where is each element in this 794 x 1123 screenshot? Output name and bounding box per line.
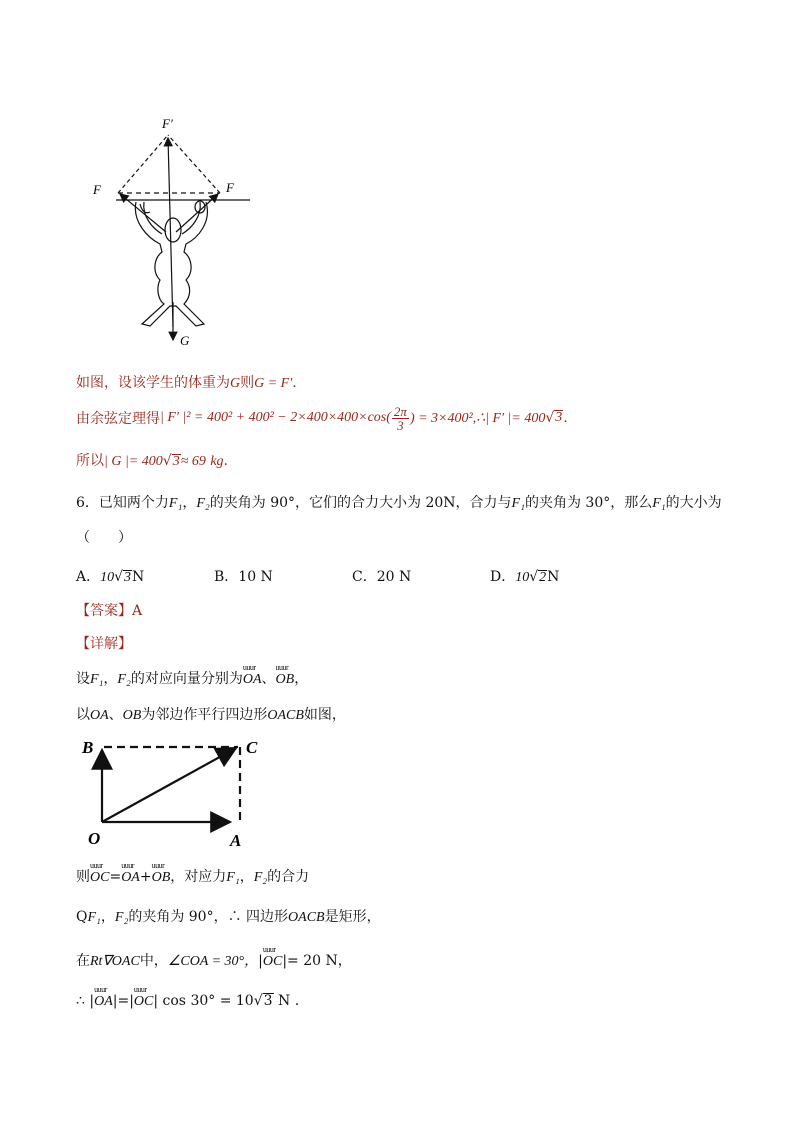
detail-line-5 [76, 950, 352, 970]
text: ， [100, 909, 115, 925]
text: . [292, 375, 297, 391]
detail-label: 【详解】 [76, 636, 132, 652]
text: ， [103, 671, 118, 687]
option-value: 10 [100, 570, 115, 585]
question-6-stem [76, 492, 722, 512]
text: | [258, 953, 263, 969]
math-f1: F₁ [652, 496, 666, 511]
text: N . [273, 993, 300, 1009]
math-g: | G |= 400 [104, 454, 163, 469]
solution-line-2: 由余弦定理得 | F′ |² = 400² + 400² − 2×400×400×cos( $\frac{2\pi}{3}$ ) = 3×400²,∴| F′ |= 400 √ 3 . [76, 403, 568, 433]
text: . [563, 410, 568, 426]
solution-line-1 [76, 372, 297, 392]
text: 中， [139, 953, 168, 969]
option-b[interactable] [214, 566, 273, 586]
math-oa: OA [90, 708, 109, 723]
option-a[interactable]: A．10√3N [76, 569, 145, 585]
math-f1: F₁ [168, 496, 183, 511]
text: 、 [261, 671, 276, 687]
math-oacb: OACB [288, 910, 325, 925]
solution-line-3: 所以| G |= 400√3≈ 69 kg. [76, 453, 228, 469]
text: 以 [76, 707, 90, 723]
option-label: B． [214, 569, 239, 585]
text: 的夹角为 30°，那么 [524, 495, 653, 511]
text: 则 [240, 375, 255, 391]
vector-oa: uuur OA [94, 994, 113, 1010]
text: 如图，设该学生的体重为 [76, 375, 230, 391]
answer-label: 【答案】A [76, 603, 143, 619]
force-arrow-up [168, 138, 173, 327]
option-label: A． [76, 569, 101, 585]
text: ， [182, 495, 197, 511]
label-f-left: F [93, 182, 101, 197]
text: ， [239, 869, 254, 885]
fraction-numerator: 2π [393, 403, 407, 419]
math-f1: F₁ [226, 870, 240, 885]
text: 在 [76, 953, 90, 969]
detail-line-4 [76, 906, 381, 926]
text: 则 [76, 869, 90, 885]
text: ， [294, 671, 309, 687]
text: 为邻边作平行四边形 [141, 707, 268, 723]
math-f1: F₁ [87, 910, 101, 925]
math-f2: F₂ [196, 496, 210, 511]
math-cos-law: | F′ |² = 400² + 400² − 2×400×400×cos( [160, 410, 391, 425]
option-label: C． [352, 569, 377, 585]
dashed-line-left [118, 135, 168, 193]
sqrt-value: 3 [172, 454, 180, 469]
text: 6．已知两个力 [76, 495, 169, 511]
math-angle: ∠COA = 30°， [167, 954, 259, 969]
option-value: 10 [515, 570, 530, 585]
detail-line-6: ∴ |uuur OA|=|uuur OC| cos 30° = 10√3 N . [76, 993, 299, 1010]
label-b: B [82, 738, 94, 757]
vector-oa: uuur OA [121, 870, 140, 886]
text: 的合力 [267, 869, 310, 885]
sqrt-value: 3 [124, 570, 132, 585]
text: Q [76, 909, 88, 925]
math-f1: F₁ [90, 672, 104, 687]
text: 如图， [303, 707, 346, 723]
option-value: 20 N [376, 569, 412, 585]
math-f2: F₂ [114, 910, 129, 925]
text: 是矩形， [324, 909, 381, 925]
label-f-right: F [226, 180, 234, 195]
option-label: D． [490, 569, 516, 585]
text: |= 20 N， [282, 953, 352, 969]
math-f2: F₂ [117, 672, 131, 687]
math-f1: F₁ [511, 496, 525, 511]
vector-oc: uuur OC [263, 954, 282, 970]
vector-oc-arrow [102, 748, 236, 822]
text: 的对应向量分别为 [130, 671, 243, 687]
text: 设 [76, 671, 90, 687]
text: ∴ | [76, 993, 95, 1009]
vector-ob: uuur OB [152, 870, 171, 886]
sqrt-value: 2 [539, 570, 547, 585]
text: ，对应力 [170, 869, 227, 885]
dashed-line-right [168, 135, 220, 193]
vector-oc: uuur OC [134, 994, 153, 1010]
detail-line-3 [76, 866, 309, 886]
question-6-paren: （ ） [76, 530, 132, 546]
option-d[interactable]: D．10√2N [490, 569, 560, 585]
sqrt-value: 3 [555, 410, 563, 426]
vector-oa: uuur OA [243, 672, 262, 688]
math-approx: ≈ 69 [180, 454, 206, 469]
math-eq: G = F′ [254, 376, 293, 391]
text: 所以 [76, 453, 104, 469]
math-result: ) = 3×400²,∴| F′ |= 400 [409, 410, 546, 426]
vector-oc: uuur OC [90, 870, 109, 886]
label-o: O [88, 829, 101, 848]
force-diagram-figure [88, 112, 258, 352]
option-c[interactable] [352, 566, 411, 586]
text: 的夹角为 90°，∴ 四边形 [128, 909, 289, 925]
unit-kg: kg [210, 454, 224, 469]
math-ob: OB [122, 708, 142, 723]
math-g: G [230, 376, 241, 391]
text: 由余弦定理得 [76, 411, 160, 427]
label-a: A [230, 831, 242, 850]
fraction [392, 405, 409, 432]
detail-line-1 [76, 668, 308, 688]
text: 的夹角为 90°，它们的合力大小为 20N，合力与 [209, 495, 512, 511]
vector-ob: uuur OB [276, 672, 295, 688]
text: 、 [108, 707, 123, 723]
text: |=| [112, 993, 134, 1009]
math-triangle: Rt∇OAC [90, 954, 140, 969]
option-unit: N [132, 569, 145, 585]
label-c: C [246, 738, 258, 757]
label-g: G [180, 333, 190, 348]
option-unit: N [547, 569, 560, 585]
sqrt-value: 3 [263, 993, 273, 1009]
label-f-prime: F′ [162, 116, 173, 131]
text: | cos 30° = 10 [153, 993, 254, 1009]
option-value: 10 N [238, 569, 273, 585]
text: . [223, 453, 228, 469]
text: = [109, 869, 122, 885]
math-oacb: OACB [267, 708, 304, 723]
rectangle-diagram-figure [80, 734, 270, 850]
detail-line-2 [76, 704, 346, 724]
fraction-denominator: 3 [397, 417, 404, 433]
math-f2: F₂ [253, 870, 268, 885]
text: + [139, 869, 152, 885]
text: 的大小为 [665, 495, 722, 511]
